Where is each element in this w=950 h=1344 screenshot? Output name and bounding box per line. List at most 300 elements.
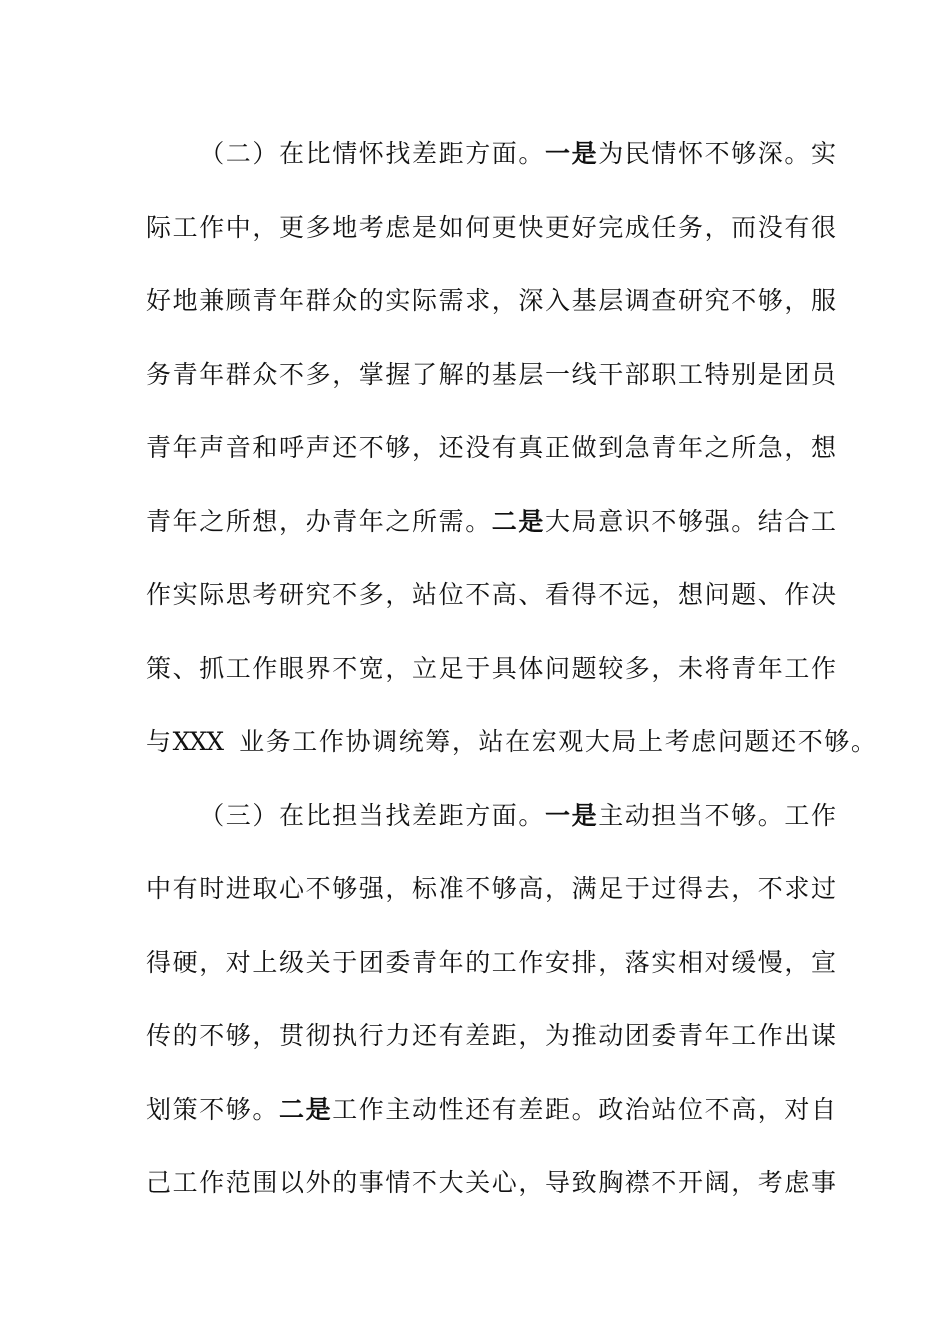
char: 比 [305, 139, 331, 168]
char: 有 [491, 1094, 517, 1124]
char: 。 [757, 800, 783, 830]
char: 作 [811, 800, 837, 830]
char: 。 [518, 139, 544, 168]
char: 方 [465, 139, 491, 168]
char: 正 [545, 433, 571, 462]
char: 所 [225, 506, 251, 536]
char: 年 [438, 947, 464, 977]
char: 担 [332, 800, 358, 830]
char: 掌 [358, 359, 384, 389]
char: 事 [358, 1168, 384, 1197]
char: 有 [491, 433, 517, 462]
char: 得 [571, 580, 597, 609]
char: 中 [146, 874, 172, 903]
char: 协 [345, 727, 371, 756]
char: 。 [465, 506, 491, 536]
char: 作 [252, 653, 278, 683]
char: 不 [412, 1168, 438, 1197]
char: 很 [811, 212, 837, 242]
char: 面 [491, 139, 517, 168]
char: 有 [438, 1021, 464, 1050]
char: 求 [784, 874, 810, 903]
char: 所 [412, 506, 438, 536]
char: 三 [225, 800, 251, 830]
char: 怀 [358, 139, 384, 168]
bold-char: 是 [518, 506, 544, 536]
char: ， [385, 580, 411, 609]
char: 众 [332, 286, 358, 315]
char: 、 [518, 580, 544, 609]
char: ， [385, 653, 411, 683]
text-line [0, 575, 950, 615]
char: 为 [598, 139, 624, 168]
char: ） [252, 800, 278, 830]
char: 不 [199, 1094, 225, 1124]
char: 际 [412, 286, 438, 315]
text-line [0, 208, 950, 248]
char: ， [199, 947, 225, 977]
char: 时 [199, 874, 225, 903]
char: 好 [146, 286, 172, 315]
char: 之 [385, 506, 411, 536]
char: 上 [638, 727, 664, 756]
char: 强 [704, 506, 730, 536]
char: 深 [518, 286, 544, 315]
char: 题 [731, 580, 757, 609]
char: ， [385, 874, 411, 903]
char: 意 [598, 506, 624, 536]
char: 工 [292, 727, 318, 756]
char: 查 [651, 286, 677, 315]
char: 际 [199, 580, 225, 609]
char: ， [704, 212, 730, 242]
char: 合 [784, 506, 810, 536]
char: 心 [491, 1168, 517, 1197]
char: 一 [545, 359, 571, 389]
char: 不 [358, 433, 384, 462]
bold-char: 二 [279, 1094, 305, 1124]
char: 不 [332, 580, 358, 609]
char: 缓 [731, 947, 757, 977]
text-line [0, 1016, 950, 1056]
char: 到 [598, 433, 624, 462]
char: 够 [731, 139, 757, 168]
paragraph-first-line [0, 134, 950, 174]
char: 主 [598, 800, 624, 830]
char: 群 [225, 359, 251, 389]
char: 考 [358, 212, 384, 242]
char: 够 [757, 286, 783, 315]
char: 。 [784, 139, 810, 168]
char: 取 [252, 874, 278, 903]
char: 上 [252, 947, 278, 977]
char: 对 [225, 947, 251, 977]
char: 是 [412, 212, 438, 242]
char: 进 [225, 874, 251, 903]
char: 差 [412, 139, 438, 168]
char: 想 [811, 433, 837, 462]
char: 慢 [757, 947, 783, 977]
char: 得 [678, 874, 704, 903]
char: 外 [305, 1168, 331, 1197]
char: 距 [545, 1094, 571, 1124]
char: 围 [252, 1168, 278, 1197]
char: 的 [332, 1168, 358, 1197]
char: 宏 [531, 727, 557, 756]
char: 特 [704, 359, 730, 389]
char: 不 [199, 1021, 225, 1050]
char: ， [545, 874, 571, 903]
char: 团 [624, 1021, 650, 1050]
char: 远 [624, 580, 650, 609]
char: （ [199, 139, 225, 168]
char: 实 [651, 947, 677, 977]
char: 没 [465, 433, 491, 462]
char: 筹 [425, 727, 451, 756]
char: ， [731, 1168, 757, 1197]
char: 性 [438, 1094, 464, 1124]
bold-char: 一 [545, 800, 571, 830]
char: 站 [651, 1094, 677, 1124]
char: 界 [305, 653, 331, 683]
char: 差 [412, 800, 438, 830]
char: 之 [199, 506, 225, 536]
char: 统 [398, 727, 424, 756]
char: 青 [146, 506, 172, 536]
char: 方 [465, 800, 491, 830]
char: 作 [199, 1168, 225, 1197]
char: 、 [757, 580, 783, 609]
char: ， [784, 947, 810, 977]
char: 于 [332, 947, 358, 977]
char: 抓 [199, 653, 225, 683]
char: ， [518, 1168, 544, 1197]
char: 务 [146, 359, 172, 389]
char: 过 [811, 874, 837, 903]
char: 情 [651, 139, 677, 168]
char: 导 [545, 1168, 571, 1197]
char: 务 [265, 727, 291, 756]
char: 年 [172, 433, 198, 462]
char: 立 [412, 653, 438, 683]
char: 研 [678, 286, 704, 315]
char: 体 [518, 653, 544, 683]
char: 以 [279, 1168, 305, 1197]
char: 位 [438, 580, 464, 609]
char: 究 [704, 286, 730, 315]
char: 落 [624, 947, 650, 977]
char: 地 [332, 212, 358, 242]
char: 群 [305, 286, 331, 315]
char: 快 [518, 212, 544, 242]
char: 够 [731, 800, 757, 830]
char: 作 [358, 1094, 384, 1124]
char: 何 [465, 212, 491, 242]
char: 作 [318, 727, 344, 756]
char: ， [784, 433, 810, 462]
char: 贯 [279, 1021, 305, 1050]
char: ， [651, 653, 677, 683]
char: 工 [225, 653, 251, 683]
char: 更 [491, 212, 517, 242]
char: 观 [558, 727, 584, 756]
char: 层 [598, 286, 624, 315]
char: 任 [651, 212, 677, 242]
char: 年 [757, 653, 783, 683]
char: 而 [731, 212, 757, 242]
char: 想 [252, 506, 278, 536]
char: 二 [225, 139, 251, 168]
char: 顾 [225, 286, 251, 315]
text-line [0, 943, 950, 983]
char: ， [731, 874, 757, 903]
text-line [0, 428, 950, 468]
char: 自 [811, 1094, 837, 1124]
char: 动 [598, 1021, 624, 1050]
char: 情 [332, 139, 358, 168]
char: 划 [146, 1094, 172, 1124]
char: ， [252, 212, 278, 242]
char: 线 [571, 359, 597, 389]
char: 多 [305, 359, 331, 389]
char: 担 [651, 800, 677, 830]
char: 策 [172, 1094, 198, 1124]
char: 高 [491, 580, 517, 609]
char: 过 [651, 874, 677, 903]
char: 真 [518, 433, 544, 462]
char: 心 [279, 874, 305, 903]
char: 够 [491, 874, 517, 903]
char: 当 [678, 800, 704, 830]
char: 题 [744, 727, 770, 756]
char: ， [757, 1094, 783, 1124]
char: 工 [731, 1021, 757, 1050]
char: 务 [678, 212, 704, 242]
char: 做 [571, 433, 597, 462]
char: 委 [385, 947, 411, 977]
paragraph-first-line [0, 796, 950, 836]
char: 不 [797, 727, 823, 756]
char: XXX [172, 727, 223, 756]
char: 之 [704, 433, 730, 462]
char: 强 [358, 874, 384, 903]
char: 作 [784, 580, 810, 609]
char: 在 [279, 139, 305, 168]
text-line [0, 649, 950, 689]
char: 于 [624, 874, 650, 903]
char: 级 [279, 947, 305, 977]
char: 不 [465, 580, 491, 609]
char: 虑 [784, 1168, 810, 1197]
char: 在 [279, 800, 305, 830]
char: 标 [412, 874, 438, 903]
char: 中 [225, 212, 251, 242]
char: 是 [757, 359, 783, 389]
char: 年 [678, 433, 704, 462]
char: 成 [624, 212, 650, 242]
char: 决 [811, 580, 837, 609]
char: 不 [279, 359, 305, 389]
char: 识 [624, 506, 650, 536]
char: 不 [704, 139, 730, 168]
char: 足 [438, 653, 464, 683]
char: 工 [784, 653, 810, 683]
char: 想 [678, 580, 704, 609]
char: 关 [305, 947, 331, 977]
char: 、 [172, 653, 198, 683]
char: 青 [146, 433, 172, 462]
char: 青 [252, 286, 278, 315]
char: 更 [279, 212, 305, 242]
char: 够 [225, 1094, 251, 1124]
char: ， [651, 580, 677, 609]
char: 距 [438, 800, 464, 830]
char: 于 [465, 653, 491, 683]
char: 考 [757, 1168, 783, 1197]
char: 阔 [704, 1168, 730, 1197]
bold-char: 一 [545, 139, 571, 168]
char: 问 [704, 580, 730, 609]
char: 基 [571, 286, 597, 315]
char: 不 [757, 874, 783, 903]
char: 业 [239, 727, 265, 756]
char: 得 [146, 947, 172, 977]
char: 如 [438, 212, 464, 242]
char: 传 [146, 1021, 172, 1050]
char: 够 [385, 433, 411, 462]
char: 具 [491, 653, 517, 683]
char: 位 [678, 1094, 704, 1124]
char: 去 [704, 874, 730, 903]
char: 还 [412, 1021, 438, 1050]
char: 多 [305, 212, 331, 242]
text-line [0, 1090, 950, 1130]
char: 不 [704, 1094, 730, 1124]
char: ， [518, 1021, 544, 1050]
char: 有 [784, 212, 810, 242]
char: 有 [172, 874, 198, 903]
char: 较 [598, 653, 624, 683]
char: 动 [624, 800, 650, 830]
char: 部 [624, 359, 650, 389]
char: 入 [545, 286, 571, 315]
char: 谋 [811, 1021, 837, 1050]
char: 求 [465, 286, 491, 315]
char: 面 [491, 800, 517, 830]
bold-char: 是 [571, 800, 597, 830]
char: 青 [332, 506, 358, 536]
char: 年 [279, 286, 305, 315]
char: 了 [412, 359, 438, 389]
bold-char: 是 [571, 139, 597, 168]
char: 的 [465, 359, 491, 389]
char: 的 [172, 1021, 198, 1050]
char: 排 [571, 947, 597, 977]
char: 作 [199, 212, 225, 242]
char: 大 [438, 1168, 464, 1197]
char: 青 [731, 653, 757, 683]
bold-char: 二 [491, 506, 517, 536]
char: 胸 [598, 1168, 624, 1197]
char: 主 [385, 1094, 411, 1124]
char: 基 [491, 359, 517, 389]
char: 比 [305, 800, 331, 830]
char: （ [199, 800, 225, 830]
char: 所 [731, 433, 757, 462]
char: 硬 [172, 947, 198, 977]
char: 高 [518, 874, 544, 903]
char: 调 [624, 286, 650, 315]
char: 还 [771, 727, 797, 756]
text-line [0, 722, 950, 762]
char: 为 [545, 1021, 571, 1050]
char: 政 [598, 1094, 624, 1124]
char: 当 [358, 800, 384, 830]
char: 宽 [358, 653, 384, 683]
char: 。 [850, 727, 876, 756]
char: 的 [465, 947, 491, 977]
char: ， [598, 947, 624, 977]
char: 年 [358, 506, 384, 536]
char: 完 [598, 212, 624, 242]
text-line [0, 1163, 950, 1203]
char: 干 [598, 359, 624, 389]
char: 策 [146, 653, 172, 683]
char: 实 [811, 139, 837, 168]
char: 急 [624, 433, 650, 462]
char: 将 [704, 653, 730, 683]
char: 够 [678, 506, 704, 536]
char: 员 [811, 359, 837, 389]
char: 对 [704, 947, 730, 977]
char: 作 [757, 1021, 783, 1050]
char: 致 [571, 1168, 597, 1197]
char: 工 [172, 212, 198, 242]
char: 考 [664, 727, 690, 756]
char: 思 [225, 580, 251, 609]
char: 办 [305, 506, 331, 536]
char: 结 [757, 506, 783, 536]
text-line [0, 869, 950, 909]
char: 够 [225, 1021, 251, 1050]
char: 需 [438, 286, 464, 315]
char: 工 [811, 506, 837, 536]
char: 局 [571, 506, 597, 536]
char: ， [332, 359, 358, 389]
char: 层 [518, 359, 544, 389]
char: 开 [678, 1168, 704, 1197]
char: ） [252, 139, 278, 168]
char: 音 [225, 433, 251, 462]
char: 多 [358, 580, 384, 609]
char: ， [412, 433, 438, 462]
char: 问 [545, 653, 571, 683]
char: 满 [571, 874, 597, 903]
char: ， [491, 286, 517, 315]
char: 行 [358, 1021, 384, 1050]
char: 范 [225, 1168, 251, 1197]
char: 职 [651, 359, 677, 389]
char: 距 [438, 139, 464, 168]
char: 团 [358, 947, 384, 977]
char: 作 [146, 580, 172, 609]
char: 不 [651, 506, 677, 536]
char: 虑 [385, 212, 411, 242]
char: 未 [678, 653, 704, 683]
char: 宣 [811, 947, 837, 977]
char: 虑 [691, 727, 717, 756]
char: 委 [651, 1021, 677, 1050]
